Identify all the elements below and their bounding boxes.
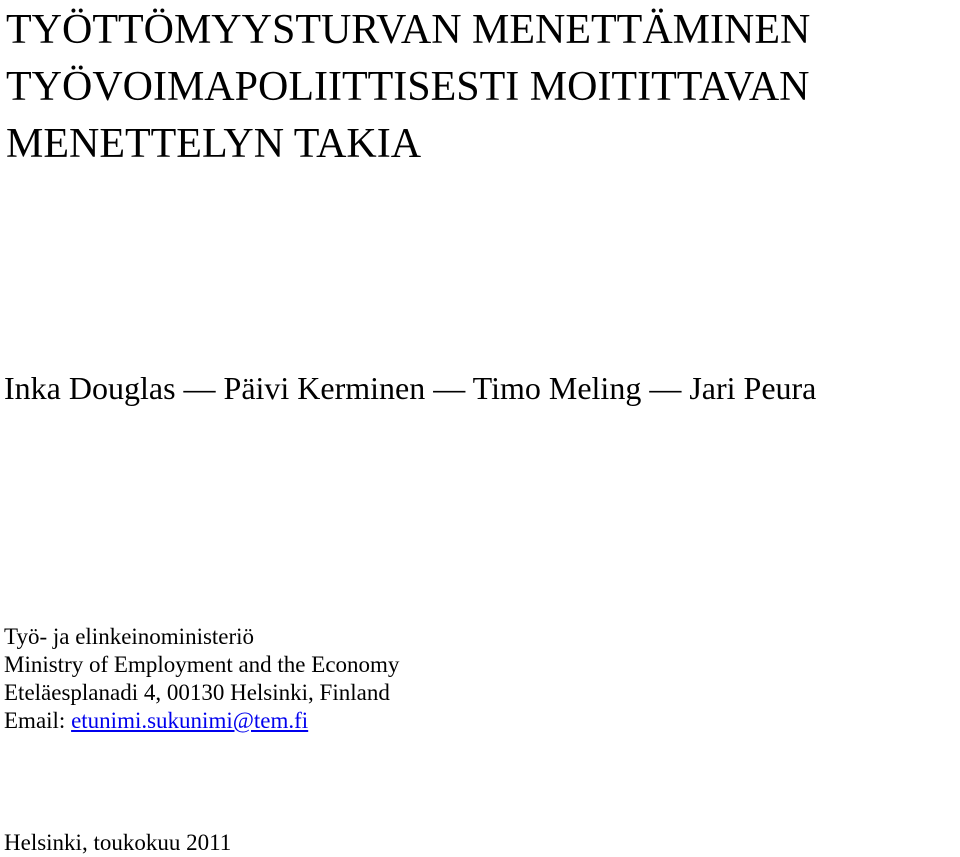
title-line-3: MENETTELYN TAKIA bbox=[6, 121, 422, 167]
affiliation-block bbox=[4, 623, 399, 735]
author-name: Jari Peura bbox=[689, 370, 817, 406]
place-and-date: Helsinki, toukokuu 2011 bbox=[4, 830, 232, 855]
ministry-name-en: Ministry of Employment and the Economy bbox=[4, 652, 400, 677]
email-label: Email: bbox=[4, 708, 72, 733]
author-name: Päivi Kerminen bbox=[223, 370, 426, 406]
ministry-name-fi: Työ- ja elinkeinoministeriö bbox=[4, 624, 255, 649]
author-separator: — bbox=[433, 370, 466, 406]
author-name: Inka Douglas bbox=[4, 370, 176, 406]
email-line bbox=[4, 707, 399, 735]
document-title bbox=[6, 2, 810, 173]
email-link[interactable]: etunimi.sukunimi@tem.fi bbox=[71, 708, 309, 733]
author-separator: — bbox=[649, 370, 682, 406]
postal-address: Eteläesplanadi 4, 00130 Helsinki, Finland bbox=[4, 680, 390, 705]
title-line-1: TYÖTTÖMYYSTURVAN MENETTÄMINEN bbox=[6, 7, 811, 53]
author-list bbox=[4, 368, 816, 408]
author-separator: — bbox=[183, 370, 216, 406]
title-line-2: TYÖVOIMAPOLIITTISESTI MOITITTAVAN bbox=[6, 64, 810, 110]
author-name: Timo Meling bbox=[472, 370, 642, 406]
